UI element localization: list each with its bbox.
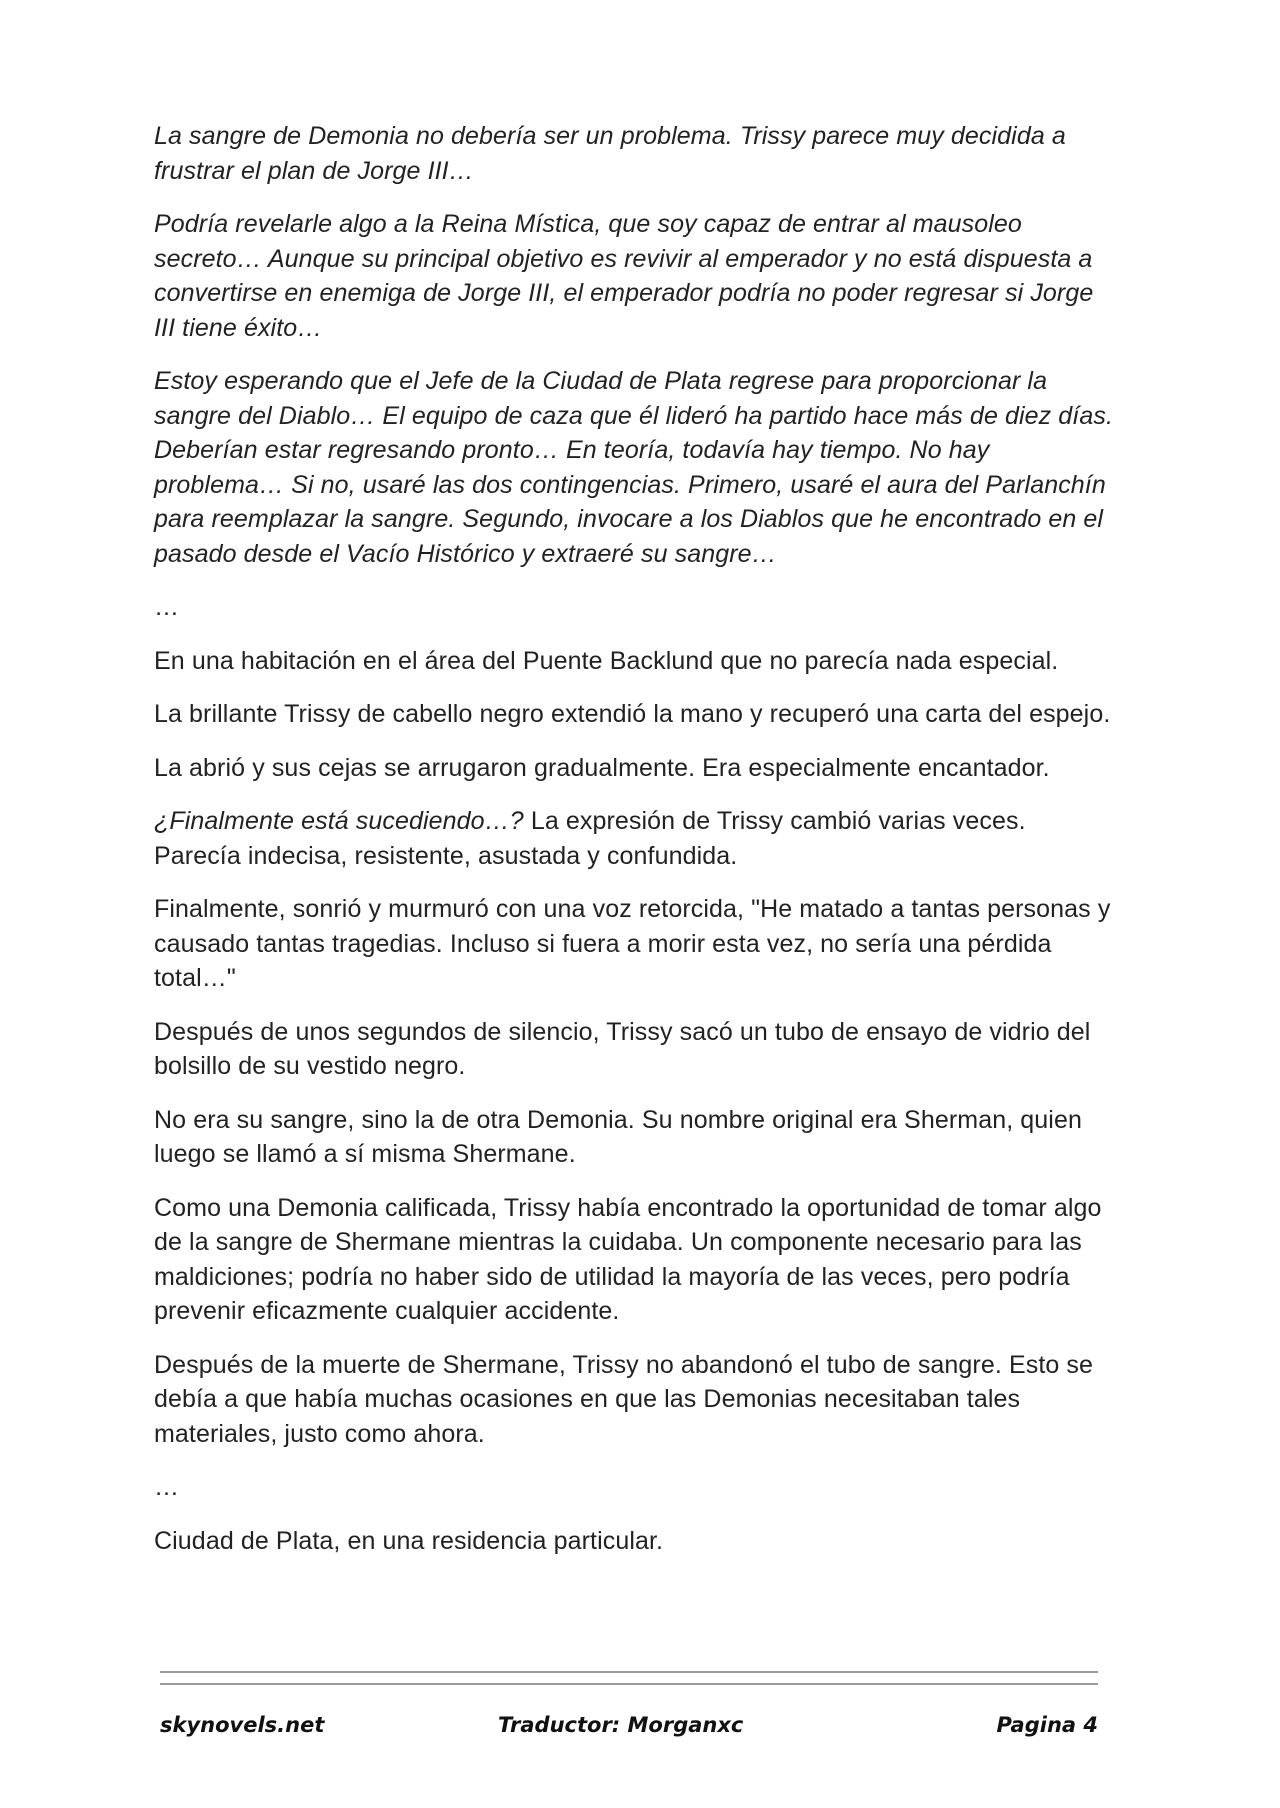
footer-divider-bottom	[160, 1683, 1098, 1685]
footer-page-number: Pagina 4	[996, 1713, 1098, 1737]
footer-site: skynovels.net	[160, 1713, 325, 1737]
paragraph-4: En una habitación en el área del Puente Backlund que no parecía nada especial.	[154, 646, 1059, 675]
paragraph-6: La abrió y sus cejas se arrugaron gradualmente. Era especialmente encantador.	[154, 753, 1050, 782]
footer-divider-top	[160, 1671, 1098, 1673]
paragraph-8: Finalmente, sonrió y murmuró con una voz retorcida, "He matado a tantas personas y causado tantas tragedias. Incluso si fuera a morir esta vez, no sería una pérdida total…"	[154, 895, 1111, 992]
scene-break-2: …	[154, 1473, 180, 1501]
paragraph-9: Después de unos segundos de silencio, Trissy sacó un tubo de ensayo de vidrio del bolsillo de su vestido negro.	[154, 1017, 1091, 1080]
page-body	[154, 119, 1114, 1577]
paragraph-10: No era su sangre, sino la de otra Demonia. Su nombre original era Sherman, quien luego se llamó a sí misma Shermane.	[154, 1105, 1082, 1168]
paragraph-13: Ciudad de Plata, en una residencia particular.	[154, 1526, 664, 1555]
scene-break-1: …	[154, 593, 180, 621]
paragraph-7-text: La expresión de Trissy cambió varias veces. Parecía indecisa, resistente, asustada y confundida.	[154, 807, 1026, 870]
page-footer	[160, 1713, 1098, 1747]
paragraph-3: Estoy esperando que el Jefe de la Ciudad de Plata regrese para proporcionar la sangre del Diablo… El equipo de caza que él lideró ha partido hace más de diez días. Deberían estar regresando pronto… En teoría, todavía hay tiempo. No hay problema… Si no, usaré las dos contingencias. Primero, usaré el aura del Parlanchín para reemplazar la sangre. Segundo, invocare a los Diablos que he encontrado en el pasado desde el Vacío Histórico y extraeré su sangre…	[154, 367, 1113, 568]
paragraph-11: Como una Demonia calificada, Trissy había encontrado la oportunidad de tomar algo de la sangre de Shermane mientras la cuidaba. Un componente necesario para las maldiciones; podría no haber sido de utilidad la mayoría de las veces, pero podría prevenir eficazmente cualquier accidente.	[154, 1193, 1102, 1325]
paragraph-1: La sangre de Demonia no debería ser un problema. Trissy parece muy decidida a frustrar el plan de Jorge III…	[154, 122, 1066, 185]
footer-translator: Traductor: Morganxc	[498, 1713, 744, 1737]
paragraph-2: Podría revelarle algo a la Reina Mística, que soy capaz de entrar al mausoleo secreto… Aunque su principal objetivo es revivir al emperador y no está dispuesta a convertirse en enemiga de Jorge III, el emperador podría no poder regresar si Jorge III tiene éxito…	[154, 210, 1094, 342]
paragraph-7	[154, 804, 1114, 873]
paragraph-12: Después de la muerte de Shermane, Trissy no abandonó el tubo de sangre. Esto se debía a que había muchas ocasiones en que las Demonias necesitaban tales materiales, justo como ahora.	[154, 1350, 1094, 1448]
paragraph-7-italic-thought: ¿Finalmente está sucediendo…?	[154, 807, 524, 835]
paragraph-5: La brillante Trissy de cabello negro extendió la mano y recuperó una carta del espejo.	[154, 700, 1111, 728]
